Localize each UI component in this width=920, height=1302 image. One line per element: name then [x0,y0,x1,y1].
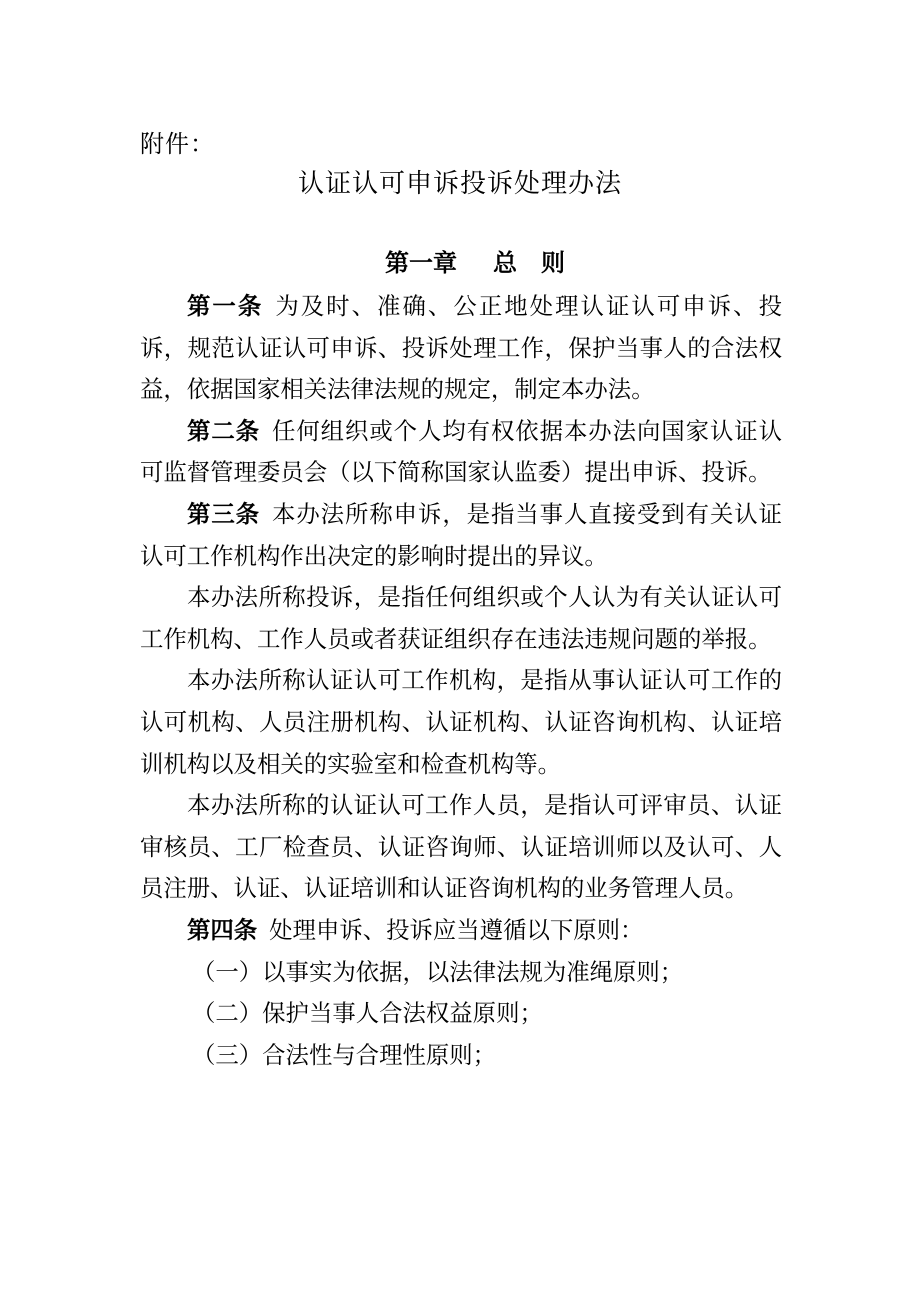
article-label: 第二条 [187,416,260,445]
principle-item: （一）以事实为依据，以法律法规为准绳原则； [192,957,684,986]
chapter-number: 第一章 [385,249,457,277]
article-text: 本办法所称申诉，是指当事人直接受到有关认证认可工作机构作出决定的影响时提出的异议。 [140,499,783,570]
chapter-heading [385,246,565,280]
article-text: 任何组织或个人均有权依据本办法向国家认证认可监督管理委员会（以下简称国家认监委）提出申诉、投诉。 [140,416,783,487]
paragraph-personnel-definition: 本办法所称的认证认可工作人员，是指认可评审员、认证审核员、工厂检查员、认证咨询师、认证培训师以及认可、人员注册、认证、认证培训和认证咨询机构的业务管理人员。 [140,791,782,903]
paragraph-complaint-definition: 本办法所称投诉，是指任何组织或个人认为有关认证认可工作机构、工作人员或者获证组织存在违法违规问题的举报。 [140,583,782,653]
article-label: 第四条 [187,915,258,944]
principle-item: （二）保护当事人合法权益原则； [192,999,543,1028]
article-label: 第一条 [187,292,264,320]
article-1 [140,286,782,411]
paragraph-institution-definition: 本办法所称认证认可工作机构，是指从事认证认可工作的认可机构、人员注册机构、认证机构、认证咨询机构、认证培训机构以及相关的实验室和检查机构等。 [140,666,782,778]
article-3 [140,494,782,577]
article-text: 为及时、准确、公正地处理认证认可申诉、投诉，规范认证认可申诉、投诉处理工作，保护当事人的合法权益，依据国家相关法律法规的规定，制定本办法。 [140,292,783,404]
attachment-label: 附件： [140,130,215,158]
chapter-name-char-1: 总 [493,249,517,277]
article-2 [140,411,782,494]
principle-item: （三）合法性与合理性原则； [192,1040,497,1069]
chapter-name-char-2: 则 [541,249,565,277]
article-text: 处理申诉、投诉应当遵循以下原则： [269,915,644,944]
document-body [140,286,782,1076]
article-label: 第三条 [187,499,260,528]
article-4 [140,910,782,952]
document-title: 认证认可申诉投诉处理办法 [297,169,622,199]
